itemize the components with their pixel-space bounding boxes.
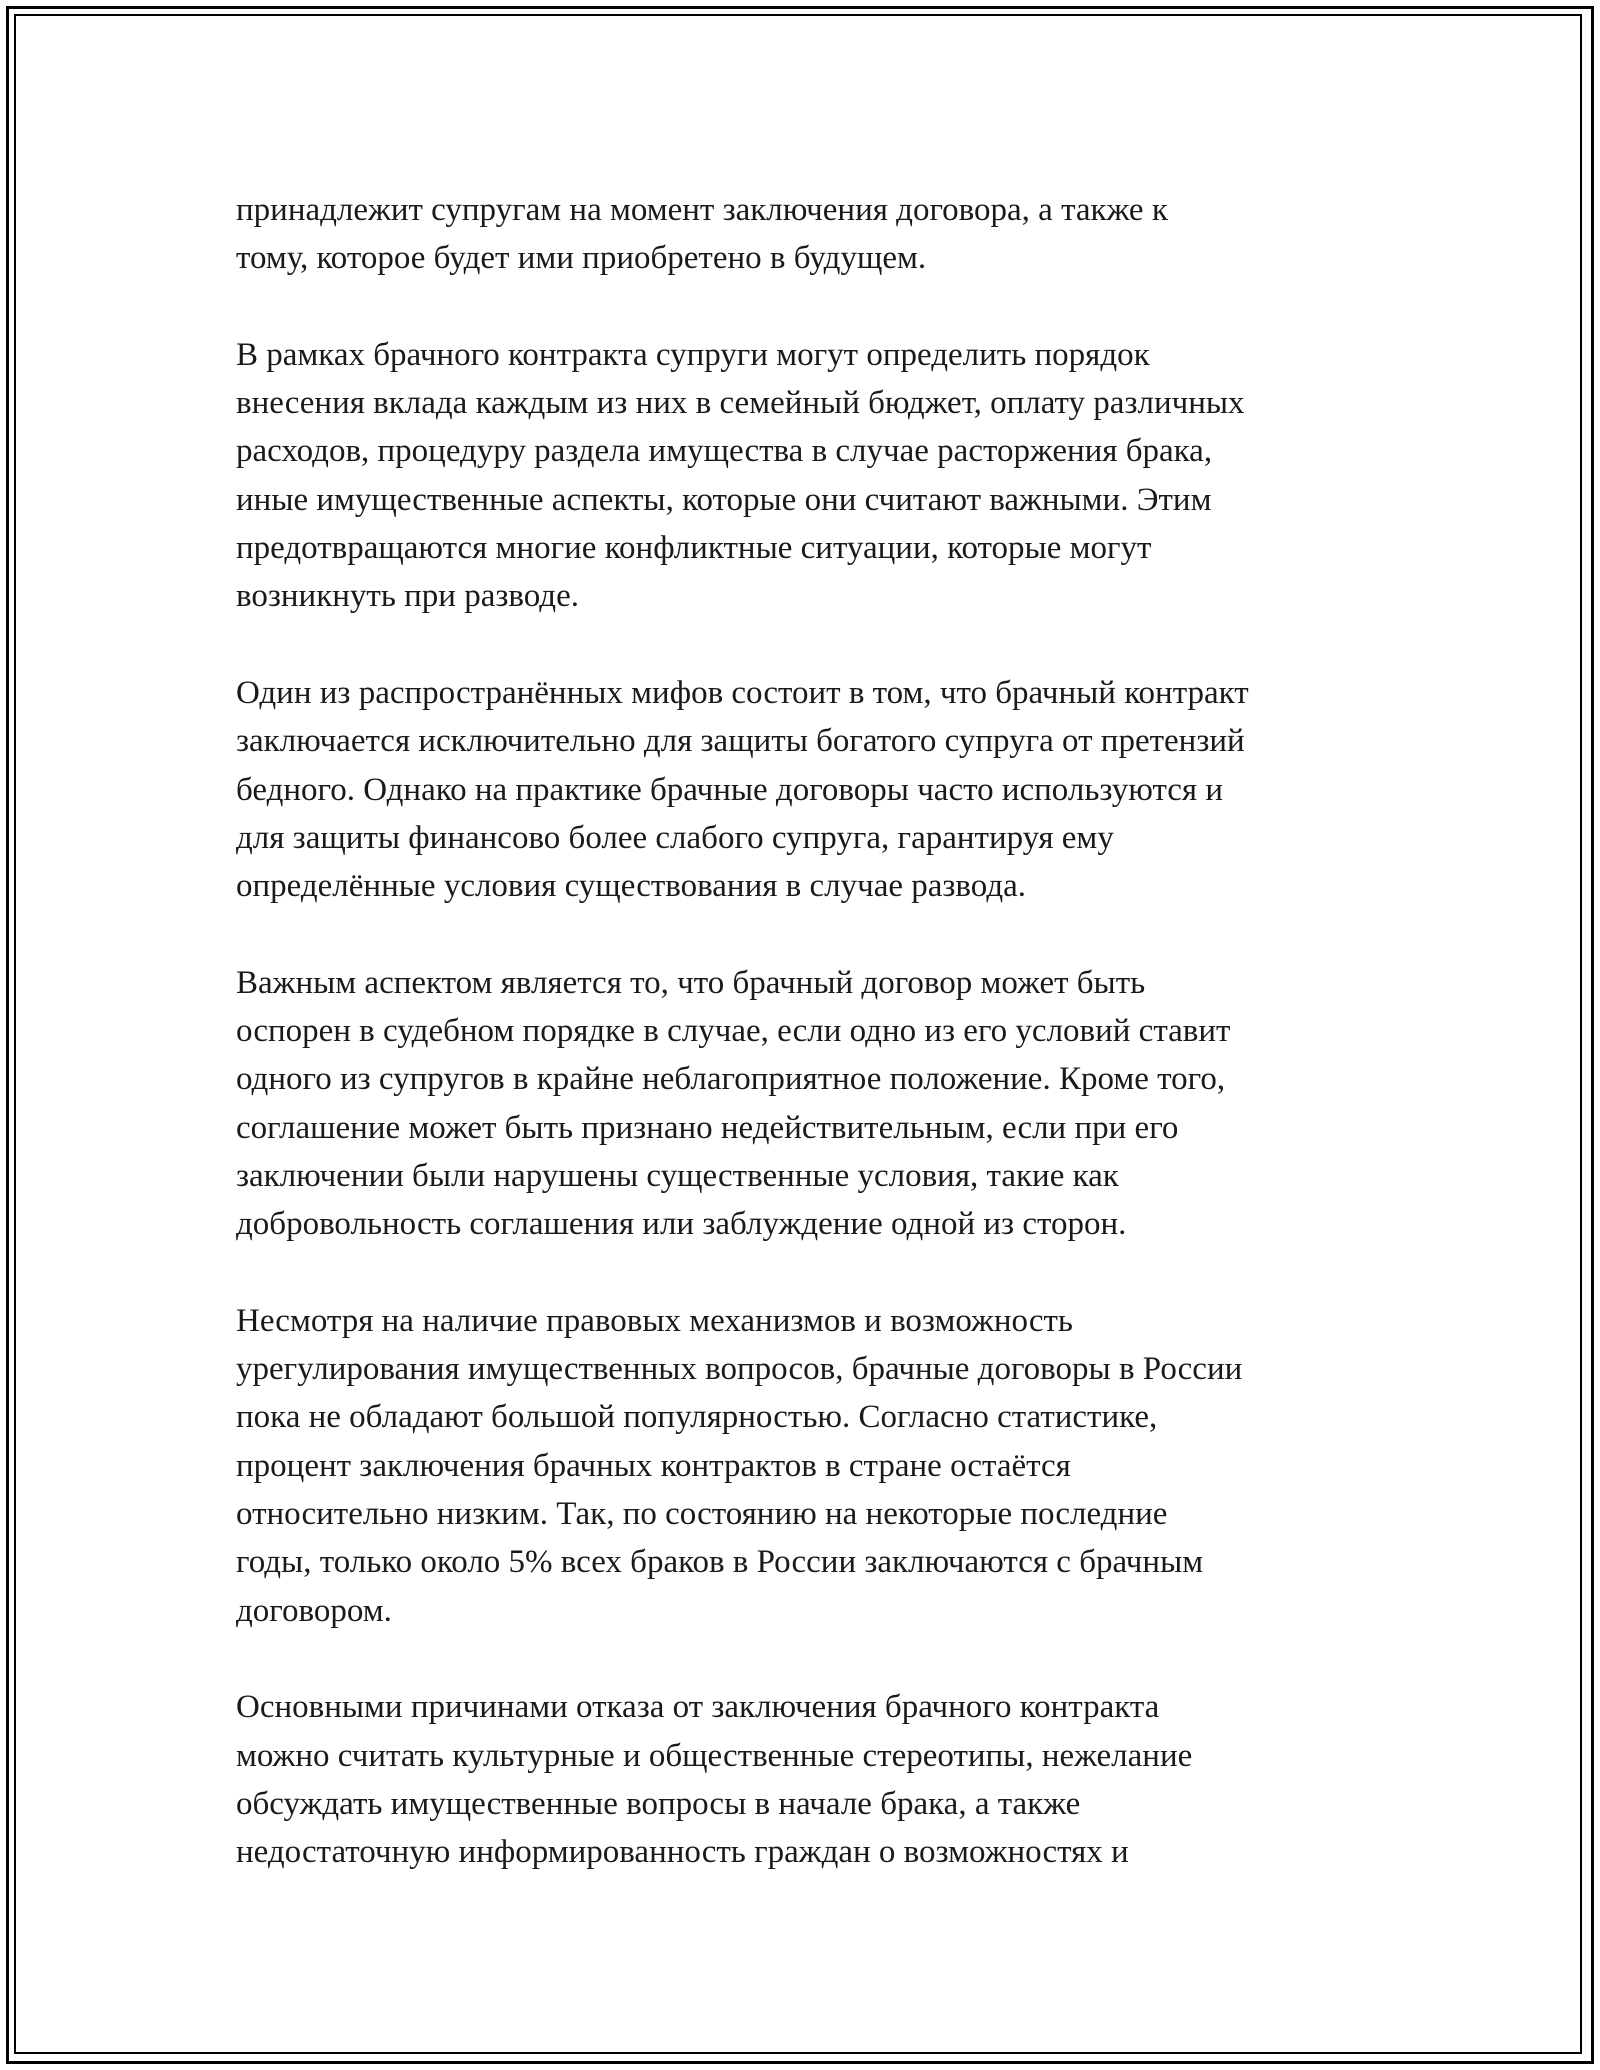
- text-line: заключается исключительно для защиты богатого супруга от претензий: [236, 723, 1245, 760]
- text-line: возникнуть при разводе.: [236, 578, 579, 615]
- text-line: относительно низким. Так, по состоянию на некоторые последние: [236, 1496, 1168, 1533]
- text-line: Важным аспектом является то, что брачный договор может быть: [236, 964, 1146, 1001]
- text-line: добровольность соглашения или заблуждение одной из сторон.: [236, 1206, 1127, 1243]
- text-line: Основными причинами отказа от заключения брачного контракта: [236, 1689, 1160, 1726]
- text-line: Несмотря на наличие правовых механизмов и возможность: [236, 1302, 1073, 1339]
- text-line: недостаточную информированность граждан о возможностях и: [236, 1834, 1129, 1871]
- text-line: внесения вклада каждым из них в семейный бюджет, оплату различных: [236, 385, 1245, 422]
- text-line: договором.: [236, 1592, 392, 1629]
- text-line: предотвращаются многие конфликтные ситуации, которые могут: [236, 530, 1152, 567]
- text-line: расходов, процедуру раздела имущества в случае расторжения брака,: [236, 433, 1213, 470]
- text-line: оспорен в судебном порядке в случае, если одно из его условий ставит: [236, 1013, 1231, 1050]
- text-line: Один из распространённых мифов состоит в том, что брачный контракт: [236, 674, 1249, 711]
- text-line: урегулирования имущественных вопросов, брачные договоры в России: [236, 1351, 1243, 1388]
- paragraph-6: [236, 1683, 1376, 1876]
- paragraph-4: [236, 959, 1376, 1249]
- paragraph-1: [236, 186, 1376, 283]
- text-line: принадлежит супругам на момент заключения договора, а также к: [236, 192, 1168, 228]
- text-line: иные имущественные аспекты, которые они считают важными. Этим: [236, 481, 1212, 518]
- text-line: соглашение может быть признано недействительным, если при его: [236, 1109, 1179, 1146]
- document-body: [236, 186, 1376, 1925]
- text-line: определённые условия существования в случае развода.: [236, 868, 1027, 905]
- text-line: В рамках брачного контракта супруги могут определить порядок: [236, 336, 1150, 373]
- text-line: процент заключения брачных контрактов в стране остаётся: [236, 1447, 1071, 1484]
- text-line: можно считать культурные и общественные стереотипы, нежелание: [236, 1737, 1193, 1774]
- text-line: бедного. Однако на практике брачные договоры часто используются и: [236, 771, 1224, 808]
- paragraph-3: [236, 669, 1376, 910]
- text-line: для защиты финансово более слабого супруга, гарантируя ему: [236, 819, 1114, 856]
- paragraph-2: [236, 331, 1376, 621]
- text-line: тому, которое будет ими приобретено в будущем.: [236, 240, 927, 277]
- text-line: обсуждать имущественные вопросы в начале брака, а также: [236, 1785, 1081, 1822]
- text-line: годы, только около 5% всех браков в России заключаются с брачным: [236, 1544, 1204, 1581]
- text-line: заключении были нарушены существенные условия, такие как: [236, 1157, 1119, 1194]
- text-line: одного из супругов в крайне неблагоприятное положение. Кроме того,: [236, 1061, 1226, 1098]
- text-line: пока не обладают большой популярностью. Согласно статистике,: [236, 1399, 1158, 1436]
- paragraph-5: [236, 1297, 1376, 1635]
